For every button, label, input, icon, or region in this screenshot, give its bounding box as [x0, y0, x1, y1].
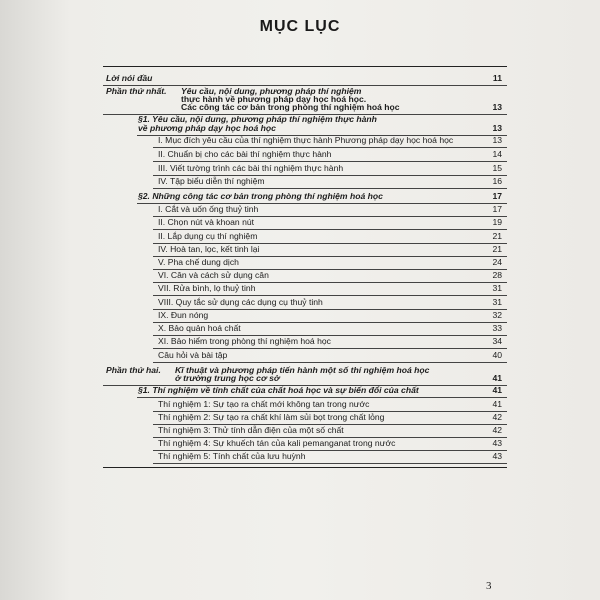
toc-page-number: 21 — [492, 244, 502, 254]
toc-entry — [158, 135, 453, 145]
toc-page-number: 43 — [492, 438, 502, 448]
toc-page-number: 16 — [492, 176, 502, 186]
toc-entry-text: II. Lắp dụng cụ thí nghiệm — [158, 231, 258, 241]
toc-entry — [138, 385, 419, 395]
toc-entry-heading: Yêu cầu, nội dung, phương pháp thí nghiệm — [181, 86, 362, 96]
toc-entry-text: Lời nói đầu — [106, 73, 153, 83]
toc-rule — [153, 229, 507, 230]
toc-entry — [158, 217, 254, 227]
toc-page-number: 13 — [492, 135, 502, 145]
toc-entry — [138, 123, 276, 133]
toc-entry-text: ở trường trung học cơ sở — [175, 373, 280, 383]
toc-entry — [181, 102, 400, 112]
toc-entry — [106, 73, 152, 83]
toc-entry-text: VIII. Quy tắc sử dụng các dụng cụ thuỷ tinh — [158, 297, 323, 307]
toc-page-number: 42 — [492, 412, 502, 422]
toc-rule — [153, 161, 507, 162]
toc-entry-text: VI. Cân và cách sử dụng cân — [158, 270, 269, 280]
toc-page-number: 15 — [492, 163, 502, 173]
toc-entry-text: X. Bảo quản hoá chất — [158, 323, 241, 333]
toc-page-number: 42 — [492, 425, 502, 435]
toc-entry — [175, 373, 280, 383]
toc-page-number: 14 — [492, 149, 502, 159]
toc-rule — [153, 348, 507, 349]
toc-page-number: 11 — [492, 73, 502, 83]
page-number: 3 — [486, 580, 492, 592]
toc-page-number: 19 — [492, 217, 502, 227]
toc-page-number: 41 — [492, 399, 502, 409]
toc-entry-text: Thí nghiệm 1: Sự tạo ra chất mới không tan trong nước — [158, 399, 370, 409]
toc-entry-text: II. Chọn nút và khoan nút — [158, 217, 255, 227]
toc-entry-text: §1. Yêu cầu, nội dung, phương pháp thí nghiệm thực hành — [138, 114, 377, 124]
toc-entry — [158, 350, 227, 360]
toc-rule — [153, 295, 507, 296]
toc-page-number: 21 — [492, 231, 502, 241]
toc-entry-text: IX. Đun nóng — [158, 310, 209, 320]
toc-page-number: 17 — [492, 191, 502, 201]
toc-entry-text: I. Cắt và uốn ống thuỷ tinh — [158, 204, 259, 214]
toc-entry-text: II. Chuẩn bị cho các bài thí nghiệm thực hành — [158, 149, 332, 159]
toc-rule — [153, 463, 507, 464]
toc-rule — [153, 188, 507, 189]
toc-entry-text: I. Mục đích yêu cầu của thí nghiệm thực hành Phương pháp dạy học hoá học — [158, 135, 454, 145]
toc-frame — [103, 66, 507, 468]
toc-entry — [106, 365, 430, 375]
toc-entry — [158, 399, 369, 409]
toc-entry-text: VII. Rửa bình, lọ thuỷ tinh — [158, 283, 256, 293]
toc-entry — [158, 270, 269, 280]
toc-page-number: 43 — [492, 451, 502, 461]
toc-entry — [158, 283, 255, 293]
toc-page-number: 31 — [492, 283, 502, 293]
toc-entry — [158, 244, 259, 254]
toc-page-number: 17 — [492, 204, 502, 214]
toc-entry-text: V. Pha chế dung dịch — [158, 257, 239, 267]
toc-entry — [158, 323, 241, 333]
toc-page-number: 34 — [492, 336, 502, 346]
toc-entry-text: Các công tác cơ bản trong phòng thí nghiệm hoá học — [181, 102, 400, 112]
toc-entry — [106, 86, 362, 96]
toc-entry-text: §1. Thí nghiệm về tính chất của chất hoá học và sự biến đổi của chất — [138, 385, 419, 395]
toc-entry — [158, 438, 395, 448]
page-title: MỤC LỤC — [259, 18, 341, 35]
toc-entry — [158, 231, 257, 241]
toc-entry-heading: Kĩ thuật và phương pháp tiến hành một số thí nghiệm hoá học — [175, 365, 430, 375]
toc-entry — [158, 176, 265, 186]
toc-page-number: 33 — [492, 323, 502, 333]
toc-entry — [158, 336, 331, 346]
toc-page-number: 41 — [492, 373, 502, 383]
toc-entry-text: §2. Những công tác cơ bản trong phòng thí nghiệm hoá học — [138, 191, 383, 201]
toc-rule — [153, 362, 507, 363]
toc-entry-text: Thí nghiệm 2: Sự tạo ra chất khí làm sủi bọt trong chất lỏng — [158, 412, 385, 422]
toc-entry-text: thực hành về phương pháp dạy học hoá học. — [181, 94, 367, 104]
toc-entry-text: III. Viết tường trình các bài thí nghiệm thực hành — [158, 163, 344, 173]
toc-page-number: 13 — [492, 102, 502, 112]
toc-entry-text: IV. Tập biểu diễn thí nghiệm — [158, 176, 265, 186]
toc-entry — [158, 451, 305, 461]
toc-entry-text: Phần thứ nhất. — [106, 86, 167, 96]
toc-entry-text: IV. Hoà tan, lọc, kết tinh lại — [158, 244, 260, 254]
toc-entry — [158, 412, 384, 422]
toc-page-number: 32 — [492, 310, 502, 320]
toc-entry — [158, 204, 258, 214]
toc-entry — [158, 310, 208, 320]
toc-entry-text: Phần thứ hai. — [106, 365, 161, 375]
toc-page-number: 41 — [492, 385, 502, 395]
toc-page-number: 28 — [492, 270, 502, 280]
toc-page-number: 40 — [492, 350, 502, 360]
toc-entry — [158, 297, 323, 307]
toc-entry-text: Thí nghiệm 4: Sự khuếch tán của kali pemanganat trong nước — [158, 438, 396, 448]
toc-entry — [158, 149, 331, 159]
toc-entry-text: Câu hỏi và bài tập — [158, 350, 228, 360]
toc-entry — [138, 191, 383, 201]
toc-entry — [158, 163, 343, 173]
toc-entry — [158, 425, 344, 435]
toc-entry-text: Thí nghiệm 3: Thử tính dẫn điện của một số chất — [158, 425, 344, 435]
toc-rule — [137, 397, 507, 398]
toc-rule — [153, 147, 507, 148]
toc-page-number: 24 — [492, 257, 502, 267]
toc-entry — [158, 257, 239, 267]
toc-entry-text: XI. Bảo hiểm trong phòng thí nghiệm hoá học — [158, 336, 331, 346]
toc-entry-text: về phương pháp dạy học hoá học — [138, 123, 276, 133]
toc-page-number: 13 — [492, 123, 502, 133]
toc-entry-text: Thí nghiệm 5: Tính chất của lưu huỳnh — [158, 451, 306, 461]
toc-page-number: 31 — [492, 297, 502, 307]
